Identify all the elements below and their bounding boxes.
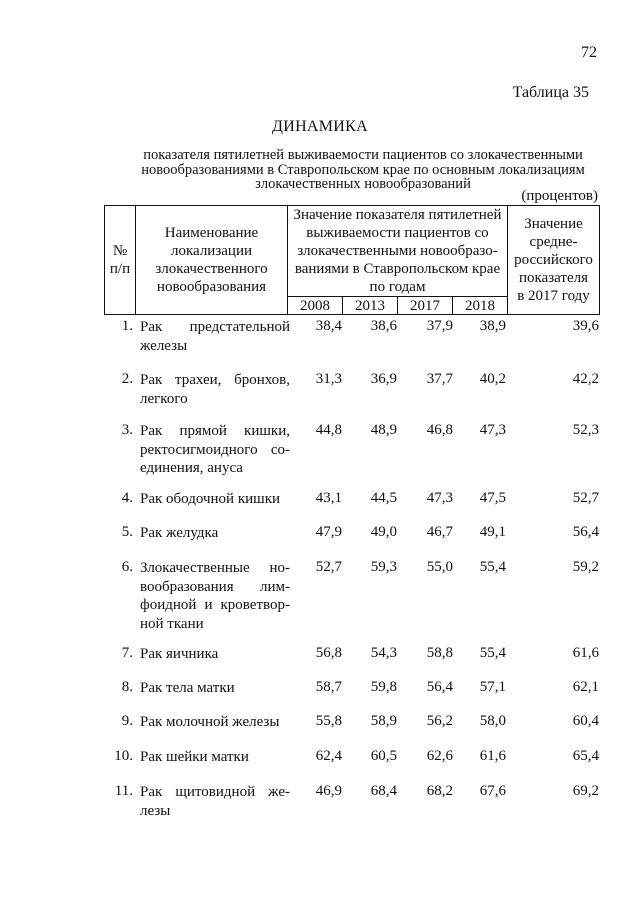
row-value-2017: 37,9 xyxy=(426,318,453,334)
row-value-russia: 39,6 xyxy=(572,318,599,334)
subtitle-line: показателя пятилетней выживаемости пациентов со злокачественными xyxy=(143,147,583,163)
row-value-russia: 61,6 xyxy=(572,645,599,661)
header-year: 2008 xyxy=(288,297,343,315)
row-value-2013: 49,0 xyxy=(370,524,397,540)
row-value-2008: 47,9 xyxy=(315,524,342,540)
row-value-2018: 57,1 xyxy=(479,679,506,695)
row-value-russia: 52,7 xyxy=(572,490,599,506)
row-name: Рак яичника xyxy=(140,646,219,662)
row-name: Рак тела матки xyxy=(140,680,235,696)
document-title: ДИНАМИКА xyxy=(272,118,368,135)
row-value-2017: 58,8 xyxy=(426,645,453,661)
row-number: 11. xyxy=(114,783,133,799)
row-value-2008: 56,8 xyxy=(315,645,342,661)
header-num: № п/п xyxy=(105,206,136,315)
row-value-2017: 47,3 xyxy=(426,490,453,506)
row-value-2013: 59,8 xyxy=(370,679,397,695)
row-name: Рак прямой кишки, ректосигмоидного со-единения, ануса xyxy=(140,423,290,476)
row-name: Рак ободочной кишки xyxy=(140,491,281,507)
header-year: 2018 xyxy=(453,297,508,315)
page-number: 72 xyxy=(581,44,597,61)
row-value-2017: 68,2 xyxy=(426,783,453,799)
row-name: Рак трахеи, бронхов, легкого xyxy=(140,372,290,407)
row-name: Рак шейки матки xyxy=(140,749,249,765)
row-value-2018: 38,9 xyxy=(479,318,506,334)
row-value-2013: 38,6 xyxy=(370,318,397,334)
row-number: 8. xyxy=(121,679,133,695)
row-value-russia: 56,4 xyxy=(572,524,599,540)
row-value-2013: 59,3 xyxy=(370,559,397,575)
row-name: Злокачественные но-вообразования лим-фоидной и кроветвор-ной ткани xyxy=(140,560,290,632)
row-value-russia: 62,1 xyxy=(572,679,599,695)
row-value-2018: 58,0 xyxy=(479,713,506,729)
header-name: Наименование локализации злокачественного новообразования xyxy=(136,206,288,315)
units-label: (процентов) xyxy=(521,188,598,204)
row-value-2017: 46,8 xyxy=(426,422,453,438)
header-year: 2013 xyxy=(343,297,398,315)
row-value-2017: 46,7 xyxy=(426,524,453,540)
row-number: 1. xyxy=(121,318,133,334)
row-value-2018: 47,3 xyxy=(479,422,506,438)
row-value-2008: 43,1 xyxy=(315,490,342,506)
row-name: Рак предстательной железы xyxy=(140,319,290,354)
table-header xyxy=(104,205,600,315)
row-value-2017: 56,4 xyxy=(426,679,453,695)
row-value-2013: 68,4 xyxy=(370,783,397,799)
row-value-2008: 44,8 xyxy=(315,422,342,438)
row-value-russia: 60,4 xyxy=(572,713,599,729)
row-value-russia: 42,2 xyxy=(572,371,599,387)
row-name: Рак молочной железы xyxy=(140,714,280,730)
row-value-2017: 56,2 xyxy=(426,713,453,729)
row-value-2018: 49,1 xyxy=(479,524,506,540)
row-value-2013: 54,3 xyxy=(370,645,397,661)
row-value-2018: 55,4 xyxy=(479,645,506,661)
row-value-2008: 38,4 xyxy=(315,318,342,334)
row-value-2008: 55,8 xyxy=(315,713,342,729)
row-value-2008: 58,7 xyxy=(315,679,342,695)
row-name: Рак желудка xyxy=(140,525,219,541)
row-value-russia: 52,3 xyxy=(572,422,599,438)
row-value-2008: 31,3 xyxy=(315,371,342,387)
row-value-2018: 55,4 xyxy=(479,559,506,575)
row-value-2017: 55,0 xyxy=(426,559,453,575)
row-value-2018: 47,5 xyxy=(479,490,506,506)
row-number: 2. xyxy=(121,371,133,387)
row-value-2018: 61,6 xyxy=(479,748,506,764)
row-number: 5. xyxy=(121,524,133,540)
row-number: 7. xyxy=(121,645,133,661)
row-number: 3. xyxy=(121,422,133,438)
row-value-2018: 40,2 xyxy=(479,371,506,387)
row-number: 9. xyxy=(121,713,133,729)
table-label: Таблица 35 xyxy=(512,84,589,101)
header-russia: Значение средне-российского показателя в 2017 году xyxy=(508,206,600,315)
row-value-russia: 65,4 xyxy=(572,748,599,764)
row-value-2008: 46,9 xyxy=(315,783,342,799)
document-subtitle xyxy=(118,148,608,192)
header-year: 2017 xyxy=(398,297,453,315)
row-value-2013: 44,5 xyxy=(370,490,397,506)
subtitle-line: новообразованиями в Ставропольском крае по основным локализациям xyxy=(141,161,585,178)
row-value-2008: 62,4 xyxy=(315,748,342,764)
row-value-2008: 52,7 xyxy=(315,559,342,575)
row-number: 4. xyxy=(121,490,133,506)
row-name: Рак щитовидной же-лезы xyxy=(140,784,290,819)
subtitle-line: злокачественных новообразований xyxy=(255,176,471,192)
row-number: 10. xyxy=(114,748,133,764)
row-value-2017: 37,7 xyxy=(426,371,453,387)
row-number: 6. xyxy=(121,559,133,575)
row-value-2018: 67,6 xyxy=(479,783,506,799)
row-value-2013: 60,5 xyxy=(370,748,397,764)
row-value-2013: 58,9 xyxy=(370,713,397,729)
row-value-2017: 62,6 xyxy=(426,748,453,764)
row-value-2013: 36,9 xyxy=(370,371,397,387)
row-value-2013: 48,9 xyxy=(370,422,397,438)
header-values-group: Значение показателя пятилетней выживаемости пациентов со злокачественными новообразо-ваниями в Ставропольском крае по годам xyxy=(288,206,508,297)
row-value-russia: 59,2 xyxy=(572,559,599,575)
row-value-russia: 69,2 xyxy=(572,783,599,799)
